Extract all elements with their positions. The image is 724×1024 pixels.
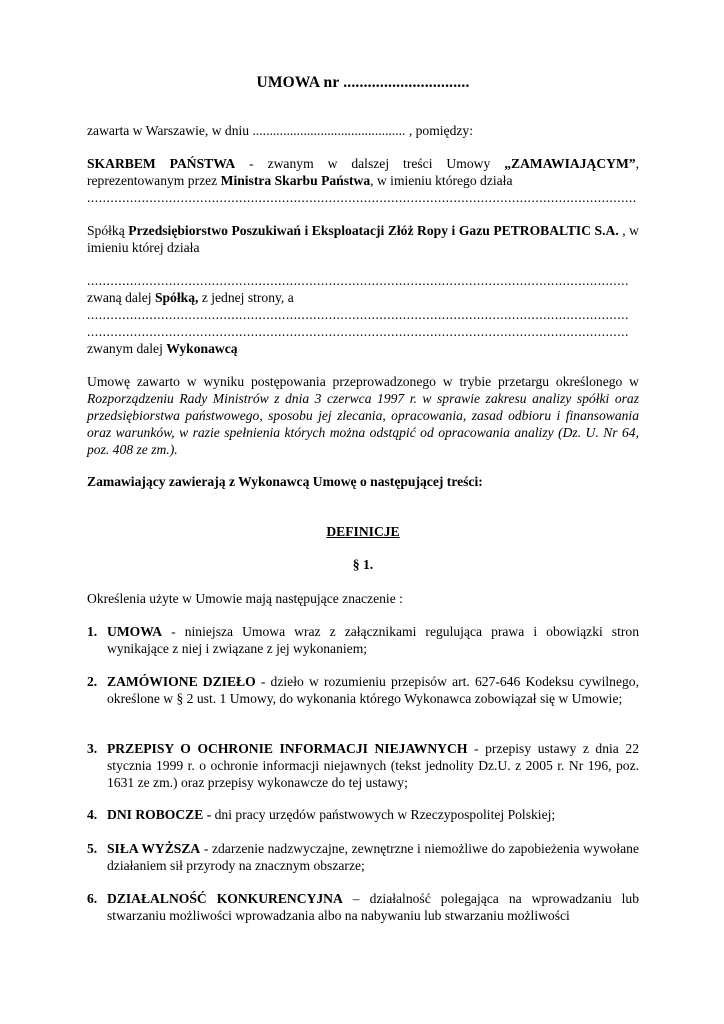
definition-text: – działalność polegająca na wprowadzaniu lub stwarzaniu możliwości wprowadzania albo na nabywaniu lub stwarzaniu możliwości: [107, 891, 640, 923]
company-called: [87, 289, 639, 306]
definition-text: dni pracy urzędów państwowych w Rzeczypospolitej Polskiej;: [211, 807, 556, 822]
company-called-name: Spółką,: [154, 290, 199, 305]
definition-body: [107, 890, 639, 924]
company-called-suffix: z jednej strony, a: [198, 290, 294, 305]
definition-item: [87, 806, 639, 823]
definition-number: 5.: [87, 841, 98, 856]
section-heading: DEFINICJE: [326, 524, 400, 539]
definition-body: [107, 740, 639, 791]
definition-item: [87, 840, 639, 874]
company-called-prefix: zwaną dalej: [87, 290, 155, 305]
definitions-lead: Określenia użyte w Umowie mają następujące znaczenie :: [87, 591, 403, 606]
place-date-line: zawarta w Warszawie, w dniu ............................................. , pomiędzy:: [87, 123, 473, 138]
definition-text: - przepisy ustawy z dnia 22 stycznia 1999 r. o ochronie informacji niejawnych (tekst jednolity Dz.U. z 2005 r. Nr 196, poz. 1631 ze zm.) oraz przepisy wykonawcze do tej ustawy;: [107, 741, 640, 790]
treasury-name: SKARBEM PAŃSTWA: [87, 156, 236, 171]
definition-term: SIŁA WYŻSZA: [107, 841, 201, 856]
definition-text: - niniejsza Umowa wraz z załącznikami regulująca prawa i obowiązki stron wynikające z niej i związane z jej wykonaniem;: [107, 624, 639, 656]
contract-title: UMOWA nr ...............................: [256, 74, 470, 91]
treasury-text-3: , w imieniu którego działa: [370, 173, 513, 188]
contractor-dots-2: ...........................................................................................................................................: [87, 324, 629, 339]
definition-item: [87, 740, 639, 791]
definition-term: ZAMÓWIONE DZIEŁO: [107, 674, 256, 689]
paragraph-number: § 1.: [352, 557, 374, 572]
treasury-text-1: - zwanym w dalszej treści Umowy: [235, 156, 505, 171]
party-treasury: [87, 155, 639, 189]
treasury-representative: Ministra Skarbu Państwa: [220, 173, 371, 188]
company-dots-1: ...........................................................................................................................................: [87, 273, 629, 288]
definition-term: PRZEPISY O OCHRONIE INFORMACJI NIEJAWNYCH: [107, 741, 468, 756]
definition-body: [107, 806, 639, 823]
definition-number: 4.: [87, 807, 98, 822]
definition-body: [107, 840, 639, 874]
contractor-dots-1: ...........................................................................................................................................: [87, 307, 629, 322]
legal-basis-text: Umowę zawarto w wyniku postępowania przeprowadzonego w trybie przetargu określonego w: [87, 374, 639, 389]
definition-text: - dzieło w rozumieniu przepisów art. 627-646 Kodeksu cywilnego, określone w § 2 ust. 1 Umowy, do wykonania którego Wykonawca zobowiązał się w Umowie;: [107, 674, 639, 706]
legal-basis-regulation: Rozporządzeniu Rady Ministrów z dnia 3 czerwca 1997 r. w sprawie zakresu analizy spółki oraz przedsiębiorstwa państwowego, sposobu jej zlecania, opracowania, zasad odbioru i finansowania oraz warunków, w razie spełnienia których można odstąpić od opracowania analizy (Dz. U. Nr 64, poz. 408 ze zm.).: [87, 391, 639, 457]
definition-text: - zdarzenie nadzwyczajne, zewnętrzne i niemożliwe do zapobieżenia wywołane działaniem sił przyrody na znacznym obszarze;: [107, 841, 639, 873]
definition-body: [107, 623, 639, 657]
contractor-called-name: Wykonawcą: [166, 341, 238, 356]
legal-basis: [87, 373, 639, 458]
treasury-text-2: , reprezentowanym przez: [87, 156, 640, 188]
definition-item: [87, 890, 639, 924]
treasury-dots: .............................................................................................................................................: [87, 190, 637, 205]
definition-number: 6.: [87, 891, 98, 906]
definition-number: 2.: [87, 674, 98, 689]
company-prefix: Spółką: [87, 223, 129, 238]
company-suffix: , w imieniu której działa: [87, 223, 639, 255]
treasury-role: „ZAMAWIAJĄCYM”: [504, 156, 636, 171]
contractor-called: [87, 340, 639, 357]
company-name: Przedsiębiorstwo Poszukiwań i Eksploatacji Złóż Ropy i Gazu PETROBALTIC S.A.: [128, 223, 619, 238]
contractor-called-prefix: zwanym dalej: [87, 341, 167, 356]
definition-term: DZIAŁALNOŚĆ KONKURENCYJNA: [107, 891, 343, 906]
party-company: [87, 222, 639, 256]
definition-item: [87, 623, 639, 657]
agreement-line: Zamawiający zawierają z Wykonawcą Umowę o następującej treści:: [87, 474, 483, 489]
definition-number: 1.: [87, 624, 98, 639]
definition-term: DNI ROBOCZE -: [107, 807, 212, 822]
definition-item: [87, 673, 639, 707]
definition-term: UMOWA: [107, 624, 163, 639]
definition-number: 3.: [87, 741, 98, 756]
definition-body: [107, 673, 639, 707]
